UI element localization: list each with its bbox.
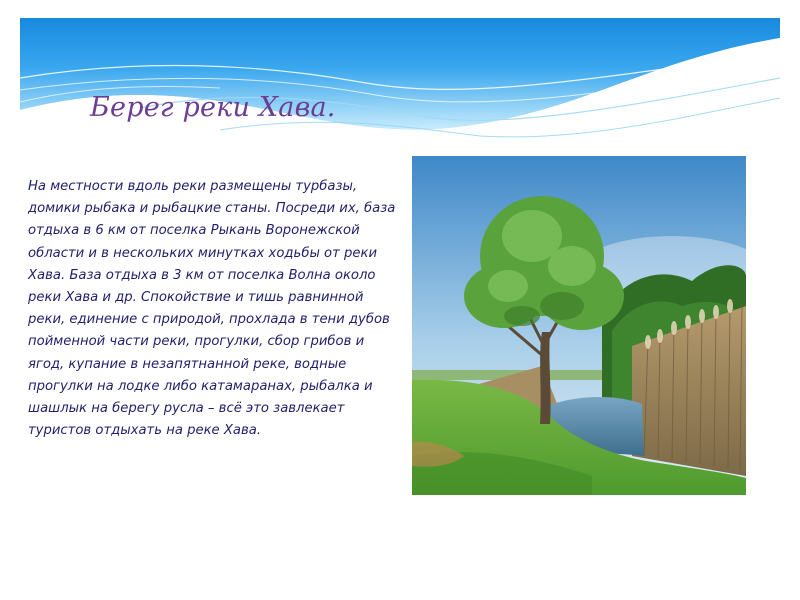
- landscape-illustration: [412, 156, 746, 495]
- slide-title: Берег реки Хава.: [90, 92, 336, 123]
- slide-paragraph: На местности вдоль реки размещены турбазы, домики рыбака и рыбацкие станы. Посреди их, база отдыха в 6 км от поселка Рыкань Воронежской области и в нескольких минутках ходьбы от реки Хава. База отдыха в 3 км от поселка Волна около реки Хава и др. Спокойствие и тишь равнинной реки, единение с природой, прохлада в тени дубов пойменной части реки, прогулки, сбор грибов и ягод, купание в незапятнанной реке, водные прогулки на лодке либо катамаранах, рыбалка и шашлык на берегу русла – всё это завлекает туристов отдыхать на реке Хава.: [28, 179, 396, 439]
- wave-banner-graphic: [20, 18, 780, 150]
- river-bank-photo: [412, 156, 746, 495]
- header-banner: [20, 18, 780, 150]
